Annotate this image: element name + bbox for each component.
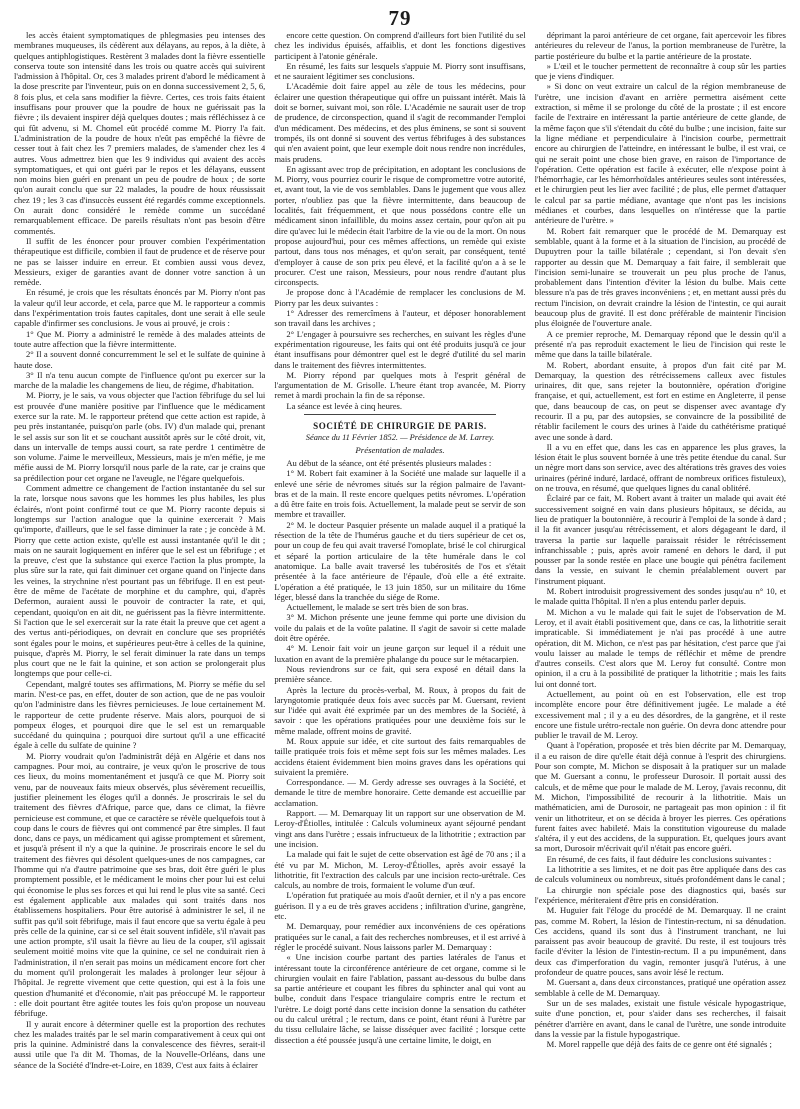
paragraph: M. Demarquay, pour remédier aux inconvéniens de ces opérations pratiquées sur le canal, a fait des recherches nombreuses, et il est arrivé à régler le procédé suivant. Nous laissons parler M. Demarquay : [274, 921, 526, 952]
text-columns [14, 30, 786, 1102]
paragraph: « Une incision courbe partant des parties latérales de l'anus et intéressant toute la circonférence antérieure de cet organe, comme si le chirurgien voulait en faire l'ablation, passant au-dessous du bulbe dans sa partie antérieure et coupant les fibres du sphincter anal qui vont au bulbe, conduit dans l'espace triangulaire compris entre le rectum et l'urètre. Le doigt porté dans cette incision donne la sensation du cathéter ou du calcul urétral ; le rectum, dans ce point, étant réuni à l'urètre par du tissu cellulaire lâche, se laisse disséquer avec facilité ; lorsque cette dissection a été poussée jusqu'à une certaine limite, le doigt, en [274, 952, 526, 1045]
paragraph: Cependant, malgré toutes ses affirmations, M. Piorry se méfie du sel marin. N'est-ce pas, en effet, douter de son action, que de ne pas vouloir qu'on l'administre dans les fièvres pernicieuses. Je loue certainement M. le rapporteur de cette prudente réserve. Mais alors, pourquoi de si pompeux éloges, et pourquoi dire que le sel est un remarquable succédané du quinquina ; pourquoi dire surtout qu'il a une efficacité égale à celle du sulfate de quinine ? [14, 678, 266, 751]
page-number: 79 [388, 6, 412, 30]
paragraph: Il a vu en effet que, dans les cas en apparence les plus graves, la lésion était le plus souvent bornée à une très petite étendue du canal. Sur un nègre mort dans son service, avec des altérations très graves des voies urinaires (périné induré, lardacé, offrant de nombreux orifices fistuleux), on ne trouva, en résumé, que quelques lignes du canal oblitéré. [534, 441, 786, 494]
section-heading: Présentation de malades. [355, 444, 445, 455]
paragraph: En agissant avec trop de précipitation, en adoptant les conclusions de M. Piorry, vous pourriez courir le risque de compromettre votre autorité, et, avant tout, la vie de vos semblables. Dans le jugement que vous allez porter, n'oubliez pas que la fièvre intermittente, dans beaucoup de localités, fait fréquemment, et que nous possédons contre elle un médicament sinon infaillible, du moins assez certain, pour qu'on ait pu dire qu'avec lui le médecin était l'arbitre de la vie ou de la mort. On nous propose aujourd'hui, pour ces mêmes affections, un remède qui existe partout, dans tous nos ménages, et qu'on serait, par conséquent, tenté d'employer à cause de son prix peu élevé, et la facilité qu'on a à se le procurer. C'est une raison, Messieurs, pour nous rendre d'autant plus circonspects. [274, 163, 526, 288]
paragraph: 1° Adresser des remercîmens à l'auteur, et déposer honorablement son travail dans les archives ; [274, 308, 526, 329]
paragraph: La chirurgie non spéciale pose des diagnostics qui, basés sur l'expérience, mériteraient d'être pris en considération. [534, 884, 786, 905]
paragraph: M. Robert introduisit progressivement des sondes jusqu'au n° 10, et le malade quitta l'hôpital. Il n'en a plus entendu parler depuis. [534, 586, 786, 607]
paragraph: M. Roux appuie sur idée, et cite surtout des faits remarquables de taille pratiquée trois fois et même sept fois sur les mêmes malades. Les accidens étaient évidemment bien moins graves dans les opérations qui suivaient la première. [274, 736, 526, 777]
paragraph: En résumé, je crois que les résultats énoncés par M. Piorry n'ont pas la valeur qu'il leur accorde, et cela, parce que M. le rapporteur a commis dans l'expérimentation trois fautes capitales, dont une serait à elle seule capable d'infirmer ses conclusions. Je vous ai prouvé, je crois : [14, 287, 266, 329]
section-subtitle: Séance du 11 Février 1852. — Présidence de M. Larrey. [305, 432, 495, 442]
paragraph: 2° L'engager à poursuivre ses recherches, en suivant les règles d'une expérimentation rigoureuse, les faits qui ont été produits jusqu'à ce jour étant insuffisans pour démontrer quel est le degré d'utilité du sel marin dans le traitement des fièvres intermittentes. [274, 328, 526, 370]
paragraph: Je propose donc à l'Académie de remplacer les conclusions de M. Piorry par les deux suivantes : [274, 287, 526, 308]
paragraph: déprimant la paroi antérieure de cet organe, fait apercevoir les fibres antérieures du releveur de l'anus, la portion membraneuse de l'urètre, la partie postérieure du bulbe et la partie antérieure de la prostate. [534, 30, 786, 61]
column-right [535, 30, 786, 1102]
paragraph: 1° Que M. Piorry a administré le remède à des malades atteints de toute autre affection que la fièvre intermittente. [14, 328, 266, 349]
column-middle [274, 30, 525, 1102]
paragraph: Actuellement, au point où en est l'observation, elle est trop incomplète encore pour être définitivement jugée. Le malade a été excessivement mal ; il y a eu des désordres, de la gangrène, et il reste encore une fistule urétro-rectale non guérie. On devra donc attendre pour publier le travail de M. Leroy. [534, 689, 786, 741]
paragraph: M. Piorry voudrait qu'on l'administrât déjà en Algérie et dans nos campagnes. Pour moi, au contraire, je veux qu'on le proscrive de tous ces lieux, du moins momentanément et jusqu'à ce que M. Piorry soit venu, par de nouveaux faits mieux observés, plus sévèrement recueillis, justifier pleinement les éloges qu'il a donnés. Je proscrirais le sel du traitement des fièvres d'Afrique, parce que, dans ce climat, la fièvre pernicieuse est commune, et que ce caractère se révèle quelquefois tout à coup dans le cours de fièvres qui ont commencé par être simples. Il faut donc, dans ce pays, un médicament qui agisse promptement et sûrement, et jusqu'à présent il n'y a que la quinine. Je proscrirais encore le sel du traitement des fièvres qui désolent quelques-unes de nos campagnes, car l'homme qui n'a d'autre patrimoine que ses bras, doit être guéri le plus promptement possible, et le médicament le moins cher pour lui est celui qui économise le plus ses forces et qui lui rend le plus vite sa santé. Ceci est également applicable aux malades qui sont traités dans nos établissemens hospitaliers. Pour être autorisé à administrer le sel, il ne suffit pas qu'il soit fébrifuge, mais il faut encore que sa vertu égale à peu près celle de la quinine, car si ce sel était souvent infidèle, s'il n'avait pas une action prompte, s'il usait la fièvre au lieu de la couper, s'il agissait seulement moitié moins vite que la quinine, ce sel ne conduirait rien à l'administration, il n'en serait pas moins un médicament encore fort cher du moment qu'il prolongerait les malades à prolonger leur séjour à l'hôpital. Je regrette vivement que cette question, qui est à la fois une question d'humanité et d'économie, n'ait pas préoccupé M. le rapporteur : elle doit pourtant être agitée toutes les fois qu'on propose un nouveau fébrifuge. [14, 750, 266, 1019]
paragraph: M. Huguier fait l'éloge du procédé de M. Demarquay. Il ne craint pas, comme M. Robert, la lésion de l'intestin-rectum, ni sa dénudation. Ces accidens, quand ils sont dus à l'instrument tranchant, ne lui paraissent pas avoir beaucoup de gravité. Du reste, il est toujours très facile d'éviter la lésion de l'intestin-rectum. Il a pu impunément, dans deux cas d'imperforation du vagin, remonter jusqu'à l'utérus, à une profondeur de quatre pouces, sans avoir lésé le rectum. [534, 905, 786, 978]
paragraph: 3° Il n'a tenu aucun compte de l'influence qu'ont pu exercer sur la marche de la maladie les changemens de lieu, de régime, d'habitation. [14, 369, 266, 391]
paragraph: » L'œil et le toucher permettent de reconnaître à coup sûr les parties que je viens d'indiquer. [534, 60, 786, 82]
paragraph: Rapport. — M. Demarquay lit un rapport sur une observation de M. Leroy-d'Étiolles, intitulée : Calculs volumineux ayant séjourné pendant vingt ans dans l'urètre ; essais infructueux de la lithotritie ; extraction par une incision. [274, 808, 526, 849]
section-title: SOCIÉTÉ DE CHIRURGIE DE PARIS. [313, 420, 487, 431]
paragraph: les accès étaient symptomatiques de phlegmasies peu intenses des membranes muqueuses, ils cédèrent aux délayans, au repos, à la diète, à quelques antiphlogistiques. Restèrent 3 malades dont la fièvre essentielle conserva toute son intensité dans les trois ou quatre accès qui suivirent l'admission à l'hôpital. Or, ces 3 malades prirent d'abord le médicament à la dose prescrite par l'inventeur, puis on en donna successivement 2, 5, 6, 8 fois plus, et cela sans modifier la fièvre. Certes, ces trois faits étaient insuffisans pour prouver que la poudre de houx ne guérissait pas la fièvre ; ils devaient inspirer déjà quelques doutes ; mais réfléchissez à ce qui fût advenu, si M. Chomel eût procédé comme M. Piorry l'a fait. L'administration de la poudre de houx n'eût pas empêché la fièvre de cesser tout à fait chez les 7 premiers malades, de s'amender chez les 4 autres. Vous admettrez bien que les 9 individus qui avaient des accès symptomatiques, et qui ont guéri par le repos et les délayans, eussent non moins bien guéri en prenant un peu de poudre de houx ; de sorte qu'on aurait conclu que sur 22 malades, la poudre de houx réussissait chez 19 ; les 3 cas d'insuccès eussent été regardés comme exceptionnels. On aurait donc considéré le remède comme un succédané remarquablement efficace. De pareils résultats n'ont pas besoin d'être commentés. [14, 30, 266, 236]
paragraph: 3° M. Michon présente une jeune femme qui porte une division du voile du palais et de la voûte palatine. Il s'agit de savoir si cette malade doit être opérée. [274, 612, 526, 644]
paragraph: Au début de la séance, ont été présentés plusieurs malades : [286, 457, 492, 468]
paragraph: 2° M. le docteur Pasquier présente un malade auquel il a pratiqué la résection de la tête de l'humérus gauche et du tiers supérieur de cet os, pour un coup de feu qui avait traversé l'omoplate, brisé le col chirurgical et séparé la portion articulaire de la tête humérale dans le col anatomique. La balle avait traversé les tubérosités de l'os et s'était présentée à la face antérieure de l'épaule, d'où elle a été extraite. L'opération a été pratiquée, le 13 juin 1850, sur un militaire du 16me léger, blessé dans la tranchée du siége de Rome. [274, 519, 526, 602]
paragraph: 4° M. Lenoir fait voir un jeune garçon sur lequel il a réduit une luxation en avant de la première phalange du pouce sur le métacarpien. [274, 643, 526, 664]
paragraph: M. Robert, abordant ensuite, à propos d'un fait cité par M. Demarquay, la question des rétrécissemens calleux avec fistules urinaires, dit que, sans rejeter la boutonnière, opération d'origine française, et qui, actuellement, est fort en estime en Angleterre, il pense que, dans beaucoup de cas, on peut se dispenser avec avantage d'y recourir. Il a pu, par des autopsies, se convaincre de la possibilité de rétablir facilement le cours des urines à l'aide du cathétérisme pratiqué avec une sonde à dard. [534, 359, 786, 442]
paragraph: L'Académie doit faire appel au zèle de tous les médecins, pour éclairer une question thérapeutique qui offre un puissant intérêt. Mais là doit se borner, suivant moi, son rôle. L'Académie ne saurait user de trop de prudence, de circonspection, quand il s'agit de recommander l'emploi d'un médicament. Des médecins, et des plus éminens, se sont si souvent trompés, ils ont donné si souvent des vertus fébrifuges à des substances qui n'en avaient point, que leur exemple doit nous rendre non incrédules, mais prudens. [274, 81, 526, 164]
paragraph: Sur un de ses malades, existait une fistule vésicale hypogastrique, suite d'une ponction, et, pour s'aider dans ses recherches, il faisait pénétrer d'arrière en avant, dans le canal de l'urètre, une sonde introduite dans la vessie par la fistule hypogastrique. [534, 997, 786, 1039]
paragraph: M. Robert fait remarquer que le procédé de M. Demarquay est semblable, quant à la forme et à la situation de l'incision, au procédé de Dupuytren pour la taille bilatérale ; cependant, si l'on devait s'en rapporter au dessin que M. Demarquay a fait faire, il semblerait que l'incision semi-lunaire se trouverait un peu plus proche de l'anus, probablement dans l'intention d'éviter la lésion du bulbe. Mais cette blessure n'a pas de très graves inconvéniens ; et, en mettant aussi près du rectum l'incision, on devrait craindre la lésion de l'intestin, ce qui aurait beaucoup plus de gravité. Il est donc préférable de maintenir l'incision plus éloignée de l'ouverture anale. [534, 225, 786, 329]
paragraph: En résumé, les faits sur lesquels s'appuie M. Piorry sont insuffisans, et ne sauraient légitimer ses conclusions. [274, 60, 526, 82]
paragraph: La malade qui fait le sujet de cette observation est âgé de 70 ans ; il a été vu par M. Michon, M. Leroy-d'Étiolles, après avoir essayé la lithotritie, fit l'extraction des calculs par une incision recto-urétrale. Ces calculs, au nombre de trois, formaient le volume d'un œuf. [274, 849, 526, 891]
paragraph: Il suffit de les énoncer pour prouver combien l'expérimentation thérapeutique est difficile, combien il faut de prudence et de réserve pour ne pas se laisser induire en erreur. Et combien aussi vous devez, Messieurs, exiger de garanties avant de donner votre sanction à un remède. [14, 235, 266, 288]
paragraph: Quant à l'opération, proposée et très bien décrite par M. Demarquay, il a eu raison de dire qu'elle était déjà connue à l'esprit des chirurgiens. Pour son compte, M. Michon se disposait à la pratiquer sur un malade que M. Guersant a connu, le professeur Durosoir. Il portait aussi des calculs, et de même que pour le malade de M. Leroy, j'avais reconnu, dit M. Michon, l'impossibilité de recourir à la lithotritie. Mais un mathématicien, ami de Durosoir, ne partageait pas mon opinion : il fit venir un lithotriteur, et on se décida à broyer les pierres. Ces opérations furent faites avec habileté. Mais la constitution vigoureuse du malade s'altéra, il y eut des accidens, de la suppuration. Et, quelques jours avant sa mort, Durosoir m'écrivait qu'il n'était pas encore guéri. [534, 740, 786, 854]
paragraph: M. Piorry répond par quelques mots à l'esprit général de l'argumentation de M. Grisolle. L'heure étant trop avancée, M. Piorry remet à mardi prochain la fin de sa réponse. [274, 369, 526, 401]
paragraph: 2° Il a souvent donné concurremment le sel et le sulfate de quinine à haute dose. [14, 349, 266, 370]
paragraph: Correspondance. — M. Gerdy adresse ses ouvrages à la Société, et demande le titre de membre honoraire. Cette demande est accueillie par acclamation. [274, 777, 526, 808]
paragraph: encore cette question. On comprend d'ailleurs fort bien l'utilité du sel chez les individus épuisés, affaiblis, et dont les fonctions digestives participent à l'atonie générale. [274, 30, 526, 61]
paragraph: A ce premier reproche, M. Demarquay répond que le dessin qu'il a présenté n'a pas reproduit exactement le lieu de l'incision qui reste le même que dans la taille bilatérale. [534, 328, 786, 360]
paragraph: Éclairé par ce fait, M. Robert avant à traiter un malade qui avait été successivement soigné en vain dans plusieurs hôpitaux, se décida, au lieu de pratiquer la boutonnière, à recourir à l'emploi de la sonde à dard ; il la fit avancer jusqu'au rétrécissement, et alors dégageant le dard, il traversa la partie sur laquelle paraissait résider le rétrécissement infranchissable ; puis, après avoir ramené en dehors le dard, il put pousser par la sonde restée en place une bougie qui pénétra facilement dans la vessie, en suivant le chemin préalablement ouvert par l'instrument piquant. [534, 493, 786, 586]
paragraph: M. Morel rappelle que déjà des faits de ce genre ont été signalés ; [546, 1039, 772, 1050]
paragraph: La séance est levée à cinq heures. [286, 400, 403, 411]
paragraph: » Si donc on veut extraire un calcul de la région membraneuse de l'urètre, une incision d'avant en arrière permettra aisément cette extraction, si même il se prolonge du côté de la prostate ; il est encore facile de l'extraire en intéressant la partie antérieure de cette glande, de la même façon que s'il s'étendait du côté du bulbe ; une incision, faite sur la ligne médiane et perpendiculaire à l'incision courbe, permettrait encore au chirurgien de l'atteindre, en intéressant le bulbe, il est vrai, ce qui ne serait point une chose bien grave, en raison de l'importance de l'opération. Cette opération est facile à exécuter, elle n'expose point à l'hémorrhagie, car les hémorrhoïdales antérieures seules sont intéressées, et le chirurgien peut les lier avec facilité ; de plus, elle permet d'attaquer le calcul par sa partie médiane, avantage que n'ont pas les incisions médianes et courbes, dans lesquelles on n'intéresse que la partie antérieure de l'urètre. » [534, 81, 786, 226]
paragraph: Nous reviendrons sur ce fait, qui sera exposé en détail dans la première séance. [274, 663, 526, 685]
paragraph: L'opération fut pratiquée au mois d'août dernier, et il n'y a pas encore guérison. Il y a eu de très graves accidens ; infiltration d'urine, gangrène, etc. [274, 890, 526, 922]
academy-discussion [274, 30, 525, 411]
paragraph: Après la lecture du procès-verbal, M. Roux, à propos du fait de laryngotomie pratiquée deux fois avec succès par M. Guersant, revient sur l'idée qui avait été exprimée par un des membres de la Société, à savoir : que les opérations pratiquées pour une deuxième fois sur le même malade, offrent moins de gravité. [274, 684, 526, 736]
paragraph: 1° M. Robert fait examiner à la Société une malade sur laquelle il a enlevé une série de névromes situés sur la région palmaire de l'avant-bras et de la main. Il reste encore quelques petits névromes. L'opération a dû être faite en trois fois. Actuellement, la malade peut se servir de son membre et travailler. [274, 468, 526, 520]
paragraph: Comment admettre ce changement de l'action instantanée du sel sur la rate, lorsque nous savons que les hommes les plus habiles, les plus éclairés, n'ont point confirmé tout ce que M. Piorry raconte depuis si longtemps sur l'action analogue que la quinine exercerait ? Mais qu'importe, d'ailleurs, que le sel fasse diminuer la rate ; je concède à M. Piorry que cette action existe, qu'elle est aussi instantanée qu'il le dit ; mais on ne saurait logiquement en inférer que le sel est un fébrifuge ; et la preuve, c'est que la substance qui exerce l'action la plus prompte, la plus sûre sur la rate, qui fait diminuer cet organe quand on l'injecte dans les veines, la strychnine n'est pourtant pas un fébrifuge. Il en est peut-être de même de l'acétate de morphine et du camphre, qui, d'après Defermon, auraient aussi le pouvoir de contracter la rate, et qui, cependant, quoiqu'on en ait dit, ne guérissent pas la fièvre intermittente. Si l'action que le sel exercerait sur la rate était la preuve que cet agent a des vertus anti-périodiques, on devrait en conclure que ses propriétés sont égales pour le moins, et supérieures peut-être à celles de la quinine, puisque, d'après M. Piorry, le sel ferait diminuer la rate dans un temps plus court que ne le fait la quinine, et son action se prolongerait plus longtemps que pour celle-ci. [14, 483, 266, 679]
column-left [14, 30, 265, 1102]
paragraph: En résumé, de ces faits, il faut déduire les conclusions suivantes : [546, 853, 772, 864]
paragraph: M. Piorry, je le sais, va vous objecter que l'action fébrifuge du sel lui est prouvée d'une manière positive par l'influence que le médicament exerce sur la rate. M. le rapporteur prétend que cette action est rapide, à peu près instantanée, puisqu'on parle (obs. IV) d'un malade qui, prenant le sel assis sur son lit et se couchant aussitôt après sur le côté droit, vit, dans un intervalle de temps aussi court, sa rate perdre 1 centimètre de son volume. J'aime le merveilleux, Messieurs, mais je m'en méfie, je me méfie aussi de M. Piorry lorsqu'il nous parle de la rate, car je crains que sa prédilection pour cet organe ne l'aveugle, ne l'égare quelquefois. [14, 390, 266, 483]
paragraph: Actuellement, le malade se sert très bien de son bras. [286, 602, 469, 613]
paragraph: Il y aurait encore à déterminer quelle est la proportion des rechutes chez les malades traités par le sel marin comparativement à ceux qui ont pris la quinine. Administré dans la convalescence des fièvres, serait-il aussi utile que l'a dit M. Thomas, de la Nouvelle-Orléans, dans une séance de la Société d'Indre-et-Loire, en 1839, C'est aux faits à éclairer [14, 1018, 266, 1070]
society-proceedings [274, 458, 525, 1045]
section-divider [304, 414, 495, 415]
paragraph: M. Michon a vu le malade qui fait le sujet de l'observation de M. Leroy, et il avait établi positivement que, dans ce cas, la lithotritie serait impraticable. Si immédiatement je n'ai pas procédé à une autre opération, dit M. Michon, ce n'est pas par hésitation, c'est parce que j'ai voulu laisser au malade le temps de réfléchir et même de prendre d'autres conseils. C'est alors que M. Leroy fut consulté. Contre mon opinion, il a cru à la possibilité de pratiquer la lithotritie ; mais les faits lui ont donné tort. [534, 606, 786, 689]
paragraph: M. Guersant a, dans deux circonstances, pratiqué une opération assez semblable à celle de M. Demarquay. [534, 977, 786, 998]
paragraph: La lithotritie a ses limites, et ne doit pas être appliquée dans des cas de calculs volumineux ou nombreux, situés profondément dans le canal ; [534, 864, 786, 885]
